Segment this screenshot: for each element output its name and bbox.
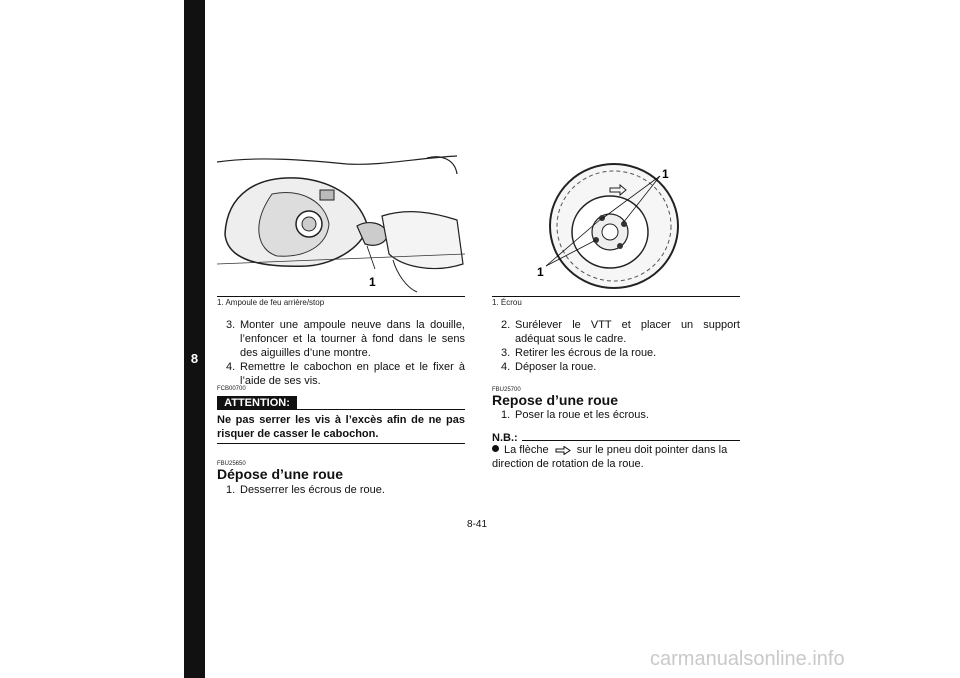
list-item: 4. Déposer la roue.	[501, 361, 597, 373]
watermark: carmanualsonline.info	[650, 648, 845, 670]
right-caption-rule	[492, 296, 740, 297]
wheel-steps-list	[492, 318, 740, 374]
list-item: 1. Desserrer les écrous de roue.	[226, 484, 385, 496]
section-code-depose: FBU25650	[217, 461, 246, 467]
list-item: 3. Retirer les écrous de la roue.	[501, 347, 657, 359]
left-figure-caption: 1. Ampoule de feu arrière/stop	[217, 298, 325, 307]
list-item: 1. Poser la roue et les écrous.	[501, 409, 649, 421]
wheel-nut-illustration	[492, 154, 740, 294]
page-number: 8-41	[467, 519, 488, 530]
nut-callout-label-bottom: 1	[537, 265, 544, 279]
attention-top-rule	[297, 409, 465, 410]
list-item: 2. Surélever le VTT et placer un support adéquat sous le cadre.	[501, 319, 740, 345]
attention-text: Ne pas serrer les vis à l’excès afin de ne pas risquer de casser le cabochon.	[217, 414, 465, 440]
depose-steps-list	[217, 483, 465, 497]
right-figure-caption: 1. Écrou	[492, 298, 522, 307]
nb-top-rule	[522, 440, 740, 441]
heading-depose-roue: Dépose d’une roue	[217, 466, 344, 482]
chapter-number: 8	[190, 351, 199, 366]
list-item: 3. Monter une ampoule neuve dans la douille, l’enfoncer et la tourner à fond dans le sens des aiguilles d’une montre.	[226, 319, 465, 359]
bulb-callout-label: 1	[369, 275, 376, 289]
bullet-icon	[492, 445, 499, 452]
heading-repose-roue: Repose d’une roue	[492, 392, 619, 408]
list-item: 4. Remettre le cabochon en place et le fixer à l’aide de ses vis.	[226, 361, 465, 387]
nb-text-before: La flèche	[504, 444, 549, 456]
nut-callout-label-top: 1	[662, 167, 669, 181]
nb-note	[492, 443, 740, 471]
attention-bottom-rule	[217, 443, 465, 444]
nb-label: N.B.:	[492, 432, 518, 444]
chapter-tab	[184, 0, 205, 678]
tail-light-bulb-illustration	[217, 154, 465, 294]
left-caption-rule	[217, 296, 465, 297]
attention-code: FCB00700	[217, 386, 246, 392]
nb-text-after: sur le pneu doit pointer dans la direction de rotation de la roue.	[492, 444, 728, 470]
repose-steps-list	[492, 408, 740, 422]
arrow-icon	[555, 446, 571, 455]
bulb-steps-list	[217, 318, 465, 388]
section-code-repose: FBU25700	[492, 387, 521, 393]
attention-label: ATTENTION:	[217, 396, 297, 410]
